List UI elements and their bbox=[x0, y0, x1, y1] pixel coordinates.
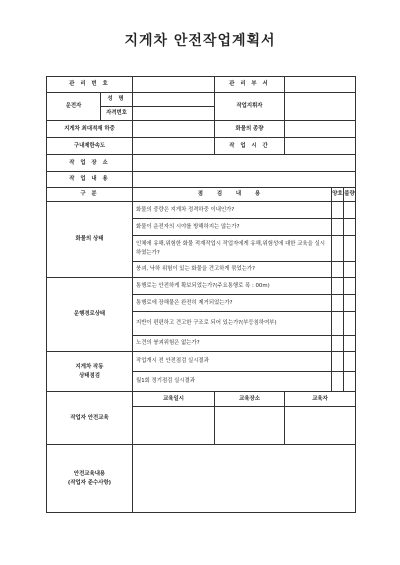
document-title: 지게차 안전작업계획서 bbox=[124, 33, 276, 49]
mgmt-dept-value[interactable] bbox=[285, 77, 356, 93]
cargo-type-value[interactable] bbox=[285, 121, 356, 138]
check-good-cell[interactable] bbox=[332, 312, 344, 336]
work-commander-value[interactable] bbox=[285, 93, 356, 121]
cargo-status-label: 화물의 상태 bbox=[47, 202, 133, 278]
check-bad-cell[interactable] bbox=[344, 352, 356, 372]
check-bad-cell[interactable] bbox=[344, 278, 356, 295]
check-item: 화물의 중량은 지게차 정격하중 이내인가? bbox=[133, 202, 332, 219]
training-date-value[interactable] bbox=[133, 407, 215, 445]
check-good-cell[interactable] bbox=[332, 236, 344, 262]
license-no-value[interactable] bbox=[133, 107, 215, 121]
name-value[interactable] bbox=[133, 93, 215, 107]
name-label: 성 명 bbox=[101, 93, 133, 107]
work-time-value[interactable] bbox=[285, 138, 356, 155]
check-bad-cell[interactable] bbox=[344, 236, 356, 262]
check-bad-cell[interactable] bbox=[344, 295, 356, 312]
work-content-value[interactable] bbox=[133, 172, 356, 188]
trainee-value[interactable] bbox=[285, 407, 356, 445]
check-good-cell[interactable] bbox=[332, 262, 344, 278]
check-item: 화물이 운전자의 시야를 방해하지는 않는가? bbox=[133, 219, 332, 236]
check-good-cell[interactable] bbox=[332, 372, 344, 392]
training-content-label-line2: (작업자 준수사항) bbox=[67, 479, 112, 486]
trainee-header: 교육자 bbox=[285, 392, 356, 407]
training-date-header: 교육일시 bbox=[133, 392, 215, 407]
speed-limit-label: 구내제한속도 bbox=[47, 138, 133, 155]
forklift-status-label: 지게차 작동 상태점검 bbox=[47, 352, 133, 392]
check-bad-cell[interactable] bbox=[344, 202, 356, 219]
work-content-label: 작 업 내 용 bbox=[47, 172, 133, 188]
check-good-cell[interactable] bbox=[332, 352, 344, 372]
check-bad-cell[interactable] bbox=[344, 336, 356, 352]
check-item: 지반이 편편하고 견고한 구조로 되어 있는가?(부등침하여부) bbox=[133, 312, 332, 336]
cargo-type-label: 화물의 종량 bbox=[215, 121, 285, 138]
check-good-cell[interactable] bbox=[332, 219, 344, 236]
check-good-cell[interactable] bbox=[332, 278, 344, 295]
check-item: 작업개시 전 안전점검 실시결과 bbox=[133, 352, 332, 372]
training-content-label-line1: 안전교육내용 bbox=[73, 471, 106, 478]
mgmt-no-label: 관 리 번 호 bbox=[47, 77, 133, 93]
check-good-cell[interactable] bbox=[332, 295, 344, 312]
check-good-cell[interactable] bbox=[332, 336, 344, 352]
check-good-cell[interactable] bbox=[332, 202, 344, 219]
max-load-label: 지게차 최대적재 하중 bbox=[47, 121, 133, 138]
license-no-label: 자격번호 bbox=[101, 107, 133, 121]
training-content-label bbox=[47, 445, 133, 513]
training-place-header: 교육장소 bbox=[215, 392, 285, 407]
check-item: 붕괴, 낙하 위험이 있는 화물을 견고하게 묶었는가? bbox=[133, 262, 332, 278]
check-category-header: 구 분 bbox=[47, 188, 133, 202]
check-item: 노견의 붕괴위험은 없는가? bbox=[133, 336, 332, 352]
check-item: 통행로에 장해물은 완전히 제거되었는가? bbox=[133, 295, 332, 312]
route-status-label: 운행경로상태 bbox=[47, 278, 133, 352]
check-item: 통행로는 안전하게 확보되었는가?(주요통행로 폭 : 00m) bbox=[133, 278, 332, 295]
training-label: 작업자 안전교육 bbox=[47, 392, 133, 445]
check-items-header: 점 검 내 용 bbox=[133, 188, 332, 202]
check-bad-cell[interactable] bbox=[344, 372, 356, 392]
check-item: 월1회 정기점검 실시결과 bbox=[133, 372, 332, 392]
operator-label: 운전자 bbox=[47, 93, 101, 121]
mgmt-no-value[interactable] bbox=[133, 77, 215, 93]
training-content-value[interactable] bbox=[133, 445, 356, 513]
check-bad-cell[interactable] bbox=[344, 262, 356, 278]
work-time-label: 작 업 시 간 bbox=[215, 138, 285, 155]
training-place-value[interactable] bbox=[215, 407, 285, 445]
check-bad-cell[interactable] bbox=[344, 312, 356, 336]
check-bad-header: 불량 bbox=[344, 188, 356, 202]
work-place-value[interactable] bbox=[133, 155, 356, 172]
check-bad-cell[interactable] bbox=[344, 219, 356, 236]
check-item: 인체에 유해,위험한 화물 적재작업시 작업자에게 유해,위험성에 대한 교육을 실시하였는가? bbox=[133, 236, 332, 262]
work-commander-label: 작업지휘자 bbox=[215, 93, 285, 121]
speed-limit-value[interactable] bbox=[133, 138, 215, 155]
check-good-header: 양호 bbox=[332, 188, 344, 202]
plan-form-table bbox=[46, 76, 356, 513]
mgmt-dept-label: 관 리 부 서 bbox=[215, 77, 285, 93]
work-place-label: 작 업 장 소 bbox=[47, 155, 133, 172]
max-load-value[interactable] bbox=[133, 121, 215, 138]
